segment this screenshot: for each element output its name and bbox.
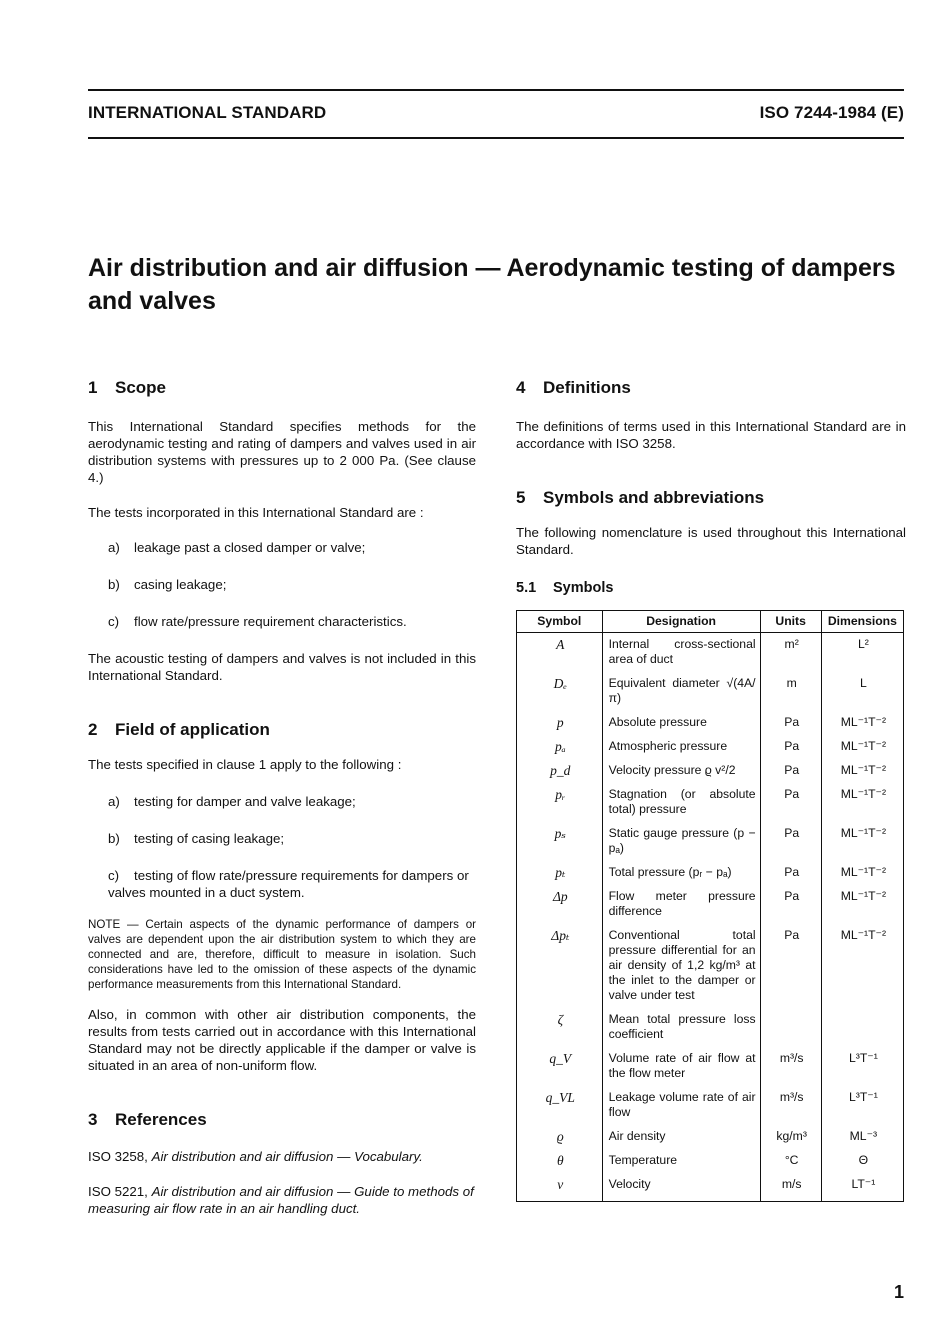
list-item: c) flow rate/pressure requirement characteristics. [108, 614, 407, 629]
table-row [517, 1125, 904, 1149]
dimensions-cell: ML⁻³ [821, 1125, 903, 1149]
units-cell: m³/s [760, 1047, 821, 1086]
table-row [517, 822, 904, 861]
section-symbols [516, 486, 906, 1202]
symbols-table [516, 610, 904, 1202]
section-title: Definitions [543, 378, 631, 397]
dimensions-cell: ML⁻¹T⁻² [821, 822, 903, 861]
subsection-number: 5.1 [516, 580, 537, 596]
section-number: 3 [88, 1110, 98, 1129]
dimensions-cell: ML⁻¹T⁻² [821, 759, 903, 783]
designation-cell: Mean total pressure loss coefficient [602, 1008, 760, 1047]
column-header: Dimensions [821, 611, 903, 633]
designation-cell: Temperature [602, 1149, 760, 1173]
right-column [516, 376, 906, 1202]
header-rule-top [88, 89, 904, 91]
list-item: a) testing for damper and valve leakage; [108, 794, 356, 809]
symbol-cell: q_VL [517, 1086, 603, 1125]
section-heading-scope [88, 376, 476, 400]
table-row [517, 672, 904, 711]
table-row [517, 783, 904, 822]
dimensions-cell: LT⁻¹ [821, 1173, 903, 1202]
units-cell: m² [760, 633, 821, 673]
section-field-of-application [88, 718, 476, 1074]
dimensions-cell: ML⁻¹T⁻² [821, 885, 903, 924]
column-header: Units [760, 611, 821, 633]
table-row [517, 711, 904, 735]
field-note: NOTE — Certain aspects of the dynamic performance of dampers or valves are dependent upon the air distribution system to which they are connected and are, therefore, difficult to measure in isolation. Such considerations have led to the omission of these aspects of the dynamic performance measurements from this International Standard. [88, 918, 476, 991]
designation-cell: Atmospheric pressure [602, 735, 760, 759]
subsection-title: Symbols [553, 580, 614, 596]
section-number: 1 [88, 378, 98, 397]
field-paragraph-1: The tests specified in clause 1 apply to the following : [88, 757, 402, 772]
dimensions-cell: ML⁻¹T⁻² [821, 861, 903, 885]
list-item: b) testing of casing leakage; [108, 831, 285, 846]
symbol-cell: pₐ [517, 735, 603, 759]
units-cell: Pa [760, 885, 821, 924]
units-cell: Pa [760, 711, 821, 735]
column-header: Designation [602, 611, 760, 633]
dimensions-cell: L [821, 672, 903, 711]
dimensions-cell: Θ [821, 1149, 903, 1173]
section-heading-references [88, 1108, 476, 1132]
definitions-paragraph: The definitions of terms used in this International Standard are in accordance with ISO 3258. [516, 419, 906, 451]
designation-cell: Static gauge pressure (p − pₐ) [602, 822, 760, 861]
dimensions-cell: ML⁻¹T⁻² [821, 783, 903, 822]
symbol-cell: v [517, 1173, 603, 1202]
symbol-cell: pₜ [517, 861, 603, 885]
table-row [517, 1008, 904, 1047]
header-rule-bottom [88, 137, 904, 139]
units-cell: m [760, 672, 821, 711]
designation-cell: Equivalent diameter √(4A/π) [602, 672, 760, 711]
section-heading-definitions [516, 376, 906, 400]
symbol-cell: A [517, 633, 603, 673]
designation-cell: Air density [602, 1125, 760, 1149]
designation-cell: Volume rate of air flow at the flow meter [602, 1047, 760, 1086]
units-cell: Pa [760, 822, 821, 861]
list-item: c) testing of flow rate/pressure requirements for dampers or valves mounted in a duct system. [108, 868, 469, 900]
dimensions-cell: ML⁻¹T⁻² [821, 735, 903, 759]
symbol-cell: Dₑ [517, 672, 603, 711]
dimensions-cell: ML⁻¹T⁻² [821, 924, 903, 1008]
section-number: 2 [88, 720, 98, 739]
section-number: 4 [516, 378, 526, 397]
scope-paragraph-3: The acoustic testing of dampers and valves is not included in this International Standard. [88, 651, 476, 683]
designation-cell: Internal cross-sectional area of duct [602, 633, 760, 673]
units-cell: °C [760, 1149, 821, 1173]
designation-cell: Conventional total pressure differential for an air density of 1,2 kg/m³ at the inlet to the damper or valve under test [602, 924, 760, 1008]
symbol-cell: Δp [517, 885, 603, 924]
dimensions-cell: L³T⁻¹ [821, 1086, 903, 1125]
section-scope [88, 376, 476, 684]
reference-item: ISO 5221, Air distribution and air diffusion — Guide to methods of measuring air flow rate in an air handling duct. [88, 1184, 474, 1216]
dimensions-cell [821, 1008, 903, 1047]
page-number: 1 [893, 1282, 904, 1302]
units-cell: m³/s [760, 1086, 821, 1125]
designation-cell: Stagnation (or absolute total) pressure [602, 783, 760, 822]
document-title: Air distribution and air diffusion — Aerodynamic testing of dampers and valves [88, 254, 896, 315]
dimensions-cell: ML⁻¹T⁻² [821, 711, 903, 735]
section-title: Field of application [115, 720, 270, 739]
units-cell: m/s [760, 1173, 821, 1202]
symbols-table-body [517, 633, 904, 1202]
table-header-row [517, 611, 904, 633]
table-row [517, 633, 904, 673]
dimensions-cell: L² [821, 633, 903, 673]
table-row [517, 1173, 904, 1202]
units-cell: Pa [760, 861, 821, 885]
designation-cell: Absolute pressure [602, 711, 760, 735]
table-row [517, 1047, 904, 1086]
units-cell: Pa [760, 735, 821, 759]
scope-paragraph-2: The tests incorporated in this International Standard are : [88, 505, 424, 520]
section-definitions [516, 376, 906, 452]
symbol-cell: p_d [517, 759, 603, 783]
symbol-cell: ϱ [517, 1125, 603, 1149]
symbol-cell: θ [517, 1149, 603, 1173]
table-row [517, 885, 904, 924]
units-cell [760, 1008, 821, 1047]
table-row [517, 759, 904, 783]
section-heading-symbols [516, 486, 906, 510]
designation-cell: Leakage volume rate of air flow [602, 1086, 760, 1125]
symbol-cell: q_V [517, 1047, 603, 1086]
symbol-cell: Δpₜ [517, 924, 603, 1008]
symbol-cell: p [517, 711, 603, 735]
list-item: b) casing leakage; [108, 577, 227, 592]
header-standard-number: ISO 7244-1984 (E) [759, 103, 904, 122]
table-row [517, 1086, 904, 1125]
units-cell: kg/m³ [760, 1125, 821, 1149]
section-title: Scope [115, 378, 167, 397]
field-paragraph-2: Also, in common with other air distribution components, the results from tests carried out in accordance with this International Standard may not be directly applicable if the damper or valve is situated in an area of non-uniform flow. [88, 1007, 476, 1073]
units-cell: Pa [760, 759, 821, 783]
designation-cell: Flow meter pressure difference [602, 885, 760, 924]
symbol-cell: pₛ [517, 822, 603, 861]
designation-cell: Velocity pressure ϱ v²/2 [602, 759, 760, 783]
table-row [517, 861, 904, 885]
reference-item: ISO 3258, Air distribution and air diffusion — Vocabulary. [88, 1149, 423, 1164]
left-column [88, 376, 476, 1217]
symbols-paragraph: The following nomenclature is used throughout this International Standard. [516, 525, 906, 557]
symbol-cell: pᵣ [517, 783, 603, 822]
designation-cell: Velocity [602, 1173, 760, 1202]
column-header: Symbol [517, 611, 603, 633]
scope-paragraph-1: This International Standard specifies methods for the aerodynamic testing and rating of dampers and valves used in air distribution systems with pressures up to 2 000 Pa. (See clause 4.) [88, 419, 476, 485]
dimensions-cell: L³T⁻¹ [821, 1047, 903, 1086]
section-title: References [115, 1110, 207, 1129]
designation-cell: Total pressure (pᵣ − pₐ) [602, 861, 760, 885]
subsection-heading-symbols [516, 578, 906, 598]
section-number: 5 [516, 488, 526, 507]
symbol-cell: ζ [517, 1008, 603, 1047]
section-references [88, 1108, 476, 1217]
units-cell: Pa [760, 924, 821, 1008]
units-cell: Pa [760, 783, 821, 822]
section-heading-field [88, 718, 476, 742]
table-row [517, 1149, 904, 1173]
section-title: Symbols and abbreviations [543, 488, 765, 507]
header-standard-type: INTERNATIONAL STANDARD [88, 103, 327, 122]
table-row [517, 924, 904, 1008]
table-row [517, 735, 904, 759]
list-item: a) leakage past a closed damper or valve; [108, 540, 366, 555]
